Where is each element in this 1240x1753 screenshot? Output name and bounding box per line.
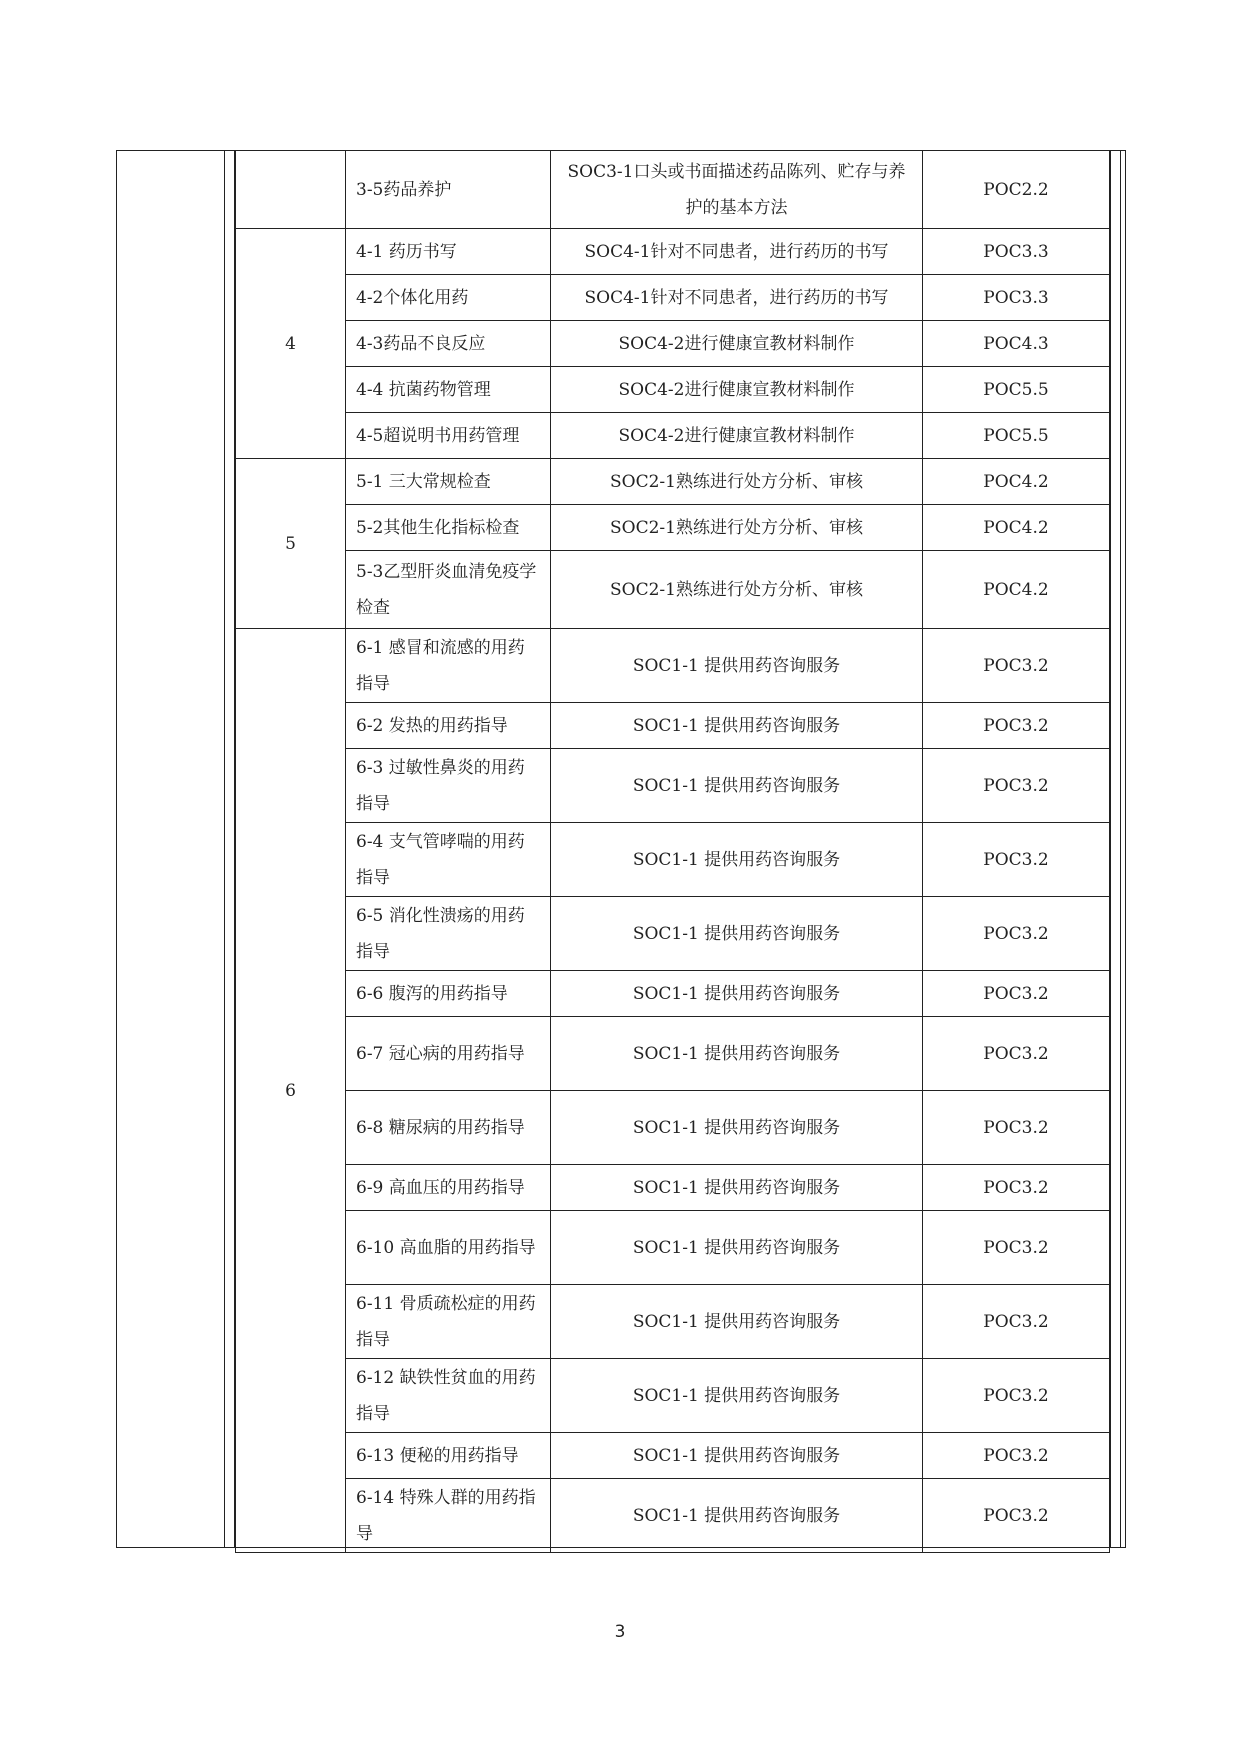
section-cell: 4-5超说明书用药管理 xyxy=(346,413,551,459)
soc-cell: SOC4-1针对不同患者，进行药历的书写 xyxy=(551,229,923,275)
table-row xyxy=(236,703,1110,749)
poc-cell: POC5.5 xyxy=(923,413,1110,459)
soc-cell: SOC1-1 提供用药咨询服务 xyxy=(551,1285,923,1359)
poc-cell: POC3.2 xyxy=(923,1017,1110,1091)
section-cell: 6-13 便秘的用药指导 xyxy=(346,1433,551,1479)
table-row xyxy=(236,1091,1110,1165)
poc-cell: POC4.2 xyxy=(923,505,1110,551)
poc-cell: POC3.2 xyxy=(923,629,1110,703)
table-row xyxy=(236,321,1110,367)
section-cell: 6-11 骨质疏松症的用药指导 xyxy=(346,1285,551,1359)
poc-cell: POC4.2 xyxy=(923,551,1110,629)
section-cell: 6-4 支气管哮喘的用药指导 xyxy=(346,823,551,897)
section-cell: 3-5药品养护 xyxy=(346,151,551,229)
section-cell: 6-12 缺铁性贫血的用药指导 xyxy=(346,1359,551,1433)
poc-cell: POC5.5 xyxy=(923,367,1110,413)
soc-cell: SOC1-1 提供用药咨询服务 xyxy=(551,749,923,823)
soc-cell: SOC4-2进行健康宣教材料制作 xyxy=(551,367,923,413)
soc-cell: SOC4-2进行健康宣教材料制作 xyxy=(551,413,923,459)
soc-cell: SOC1-1 提供用药咨询服务 xyxy=(551,1359,923,1433)
section-cell: 6-6 腹泻的用药指导 xyxy=(346,971,551,1017)
soc-cell: SOC2-1熟练进行处方分析、审核 xyxy=(551,551,923,629)
group-number-cell: 4 xyxy=(236,229,346,459)
section-cell: 6-5 消化性溃疡的用药指导 xyxy=(346,897,551,971)
table-row xyxy=(236,1433,1110,1479)
group-number-cell: 5 xyxy=(236,459,346,629)
poc-cell: POC3.2 xyxy=(923,1211,1110,1285)
poc-cell: POC3.2 xyxy=(923,749,1110,823)
soc-cell: SOC2-1熟练进行处方分析、审核 xyxy=(551,459,923,505)
soc-cell: SOC1-1 提供用药咨询服务 xyxy=(551,971,923,1017)
section-cell: 6-14 特殊人群的用药指导 xyxy=(346,1479,551,1553)
page-number: 3 xyxy=(614,1622,626,1642)
table-row xyxy=(236,413,1110,459)
soc-cell: SOC1-1 提供用药咨询服务 xyxy=(551,629,923,703)
poc-cell: POC2.2 xyxy=(923,151,1110,229)
table-row xyxy=(236,459,1110,505)
soc-cell: SOC1-1 提供用药咨询服务 xyxy=(551,703,923,749)
soc-cell: SOC1-1 提供用药咨询服务 xyxy=(551,1433,923,1479)
poc-cell: POC4.2 xyxy=(923,459,1110,505)
table-row xyxy=(236,1479,1110,1553)
soc-cell: SOC1-1 提供用药咨询服务 xyxy=(551,1211,923,1285)
table-row xyxy=(236,275,1110,321)
poc-cell: POC4.3 xyxy=(923,321,1110,367)
section-cell: 6-2 发热的用药指导 xyxy=(346,703,551,749)
poc-cell: POC3.3 xyxy=(923,229,1110,275)
column-divider-right xyxy=(1110,150,1111,1548)
poc-cell: POC3.2 xyxy=(923,1285,1110,1359)
section-cell: 6-3 过敏性鼻炎的用药指导 xyxy=(346,749,551,823)
table-row xyxy=(236,229,1110,275)
course-objectives-table xyxy=(235,150,1110,1553)
section-cell: 4-3药品不良反应 xyxy=(346,321,551,367)
poc-cell: POC3.2 xyxy=(923,823,1110,897)
table-row xyxy=(236,749,1110,823)
poc-cell: POC3.2 xyxy=(923,1165,1110,1211)
table-row xyxy=(236,367,1110,413)
section-cell: 6-10 高血脂的用药指导 xyxy=(346,1211,551,1285)
section-cell: 6-8 糖尿病的用药指导 xyxy=(346,1091,551,1165)
soc-cell: SOC4-1针对不同患者，进行药历的书写 xyxy=(551,275,923,321)
section-cell: 6-7 冠心病的用药指导 xyxy=(346,1017,551,1091)
soc-cell: SOC4-2进行健康宣教材料制作 xyxy=(551,321,923,367)
soc-cell: SOC1-1 提供用药咨询服务 xyxy=(551,1479,923,1553)
soc-cell: SOC1-1 提供用药咨询服务 xyxy=(551,823,923,897)
table-row xyxy=(236,971,1110,1017)
table-row xyxy=(236,1359,1110,1433)
table-row xyxy=(236,551,1110,629)
section-cell: 6-1 感冒和流感的用药指导 xyxy=(346,629,551,703)
poc-cell: POC3.2 xyxy=(923,1433,1110,1479)
poc-cell: POC3.3 xyxy=(923,275,1110,321)
soc-cell: SOC1-1 提供用药咨询服务 xyxy=(551,1165,923,1211)
soc-cell: SOC1-1 提供用药咨询服务 xyxy=(551,1091,923,1165)
poc-cell: POC3.2 xyxy=(923,1479,1110,1553)
section-cell: 4-2个体化用药 xyxy=(346,275,551,321)
soc-cell: SOC1-1 提供用药咨询服务 xyxy=(551,897,923,971)
soc-cell: SOC3-1口头或书面描述药品陈列、贮存与养护的基本方法 xyxy=(551,151,923,229)
poc-cell: POC3.2 xyxy=(923,1091,1110,1165)
table-row xyxy=(236,1211,1110,1285)
table-row xyxy=(236,151,1110,229)
poc-cell: POC3.2 xyxy=(923,897,1110,971)
section-cell: 5-2其他生化指标检查 xyxy=(346,505,551,551)
poc-cell: POC3.2 xyxy=(923,703,1110,749)
section-cell: 6-9 高血压的用药指导 xyxy=(346,1165,551,1211)
section-cell: 5-1 三大常规检查 xyxy=(346,459,551,505)
group-cell-empty xyxy=(236,151,346,229)
section-cell: 5-3乙型肝炎血清免疫学检查 xyxy=(346,551,551,629)
table-row xyxy=(236,505,1110,551)
table-row xyxy=(236,1017,1110,1091)
table-row xyxy=(236,629,1110,703)
table-row xyxy=(236,1165,1110,1211)
table-row xyxy=(236,823,1110,897)
table-row xyxy=(236,897,1110,971)
table-row xyxy=(236,1285,1110,1359)
section-cell: 4-1 药历书写 xyxy=(346,229,551,275)
group-number-cell: 6 xyxy=(236,629,346,1553)
poc-cell: POC3.2 xyxy=(923,971,1110,1017)
soc-cell: SOC2-1熟练进行处方分析、审核 xyxy=(551,505,923,551)
soc-cell: SOC1-1 提供用药咨询服务 xyxy=(551,1017,923,1091)
section-cell: 4-4 抗菌药物管理 xyxy=(346,367,551,413)
poc-cell: POC3.2 xyxy=(923,1359,1110,1433)
